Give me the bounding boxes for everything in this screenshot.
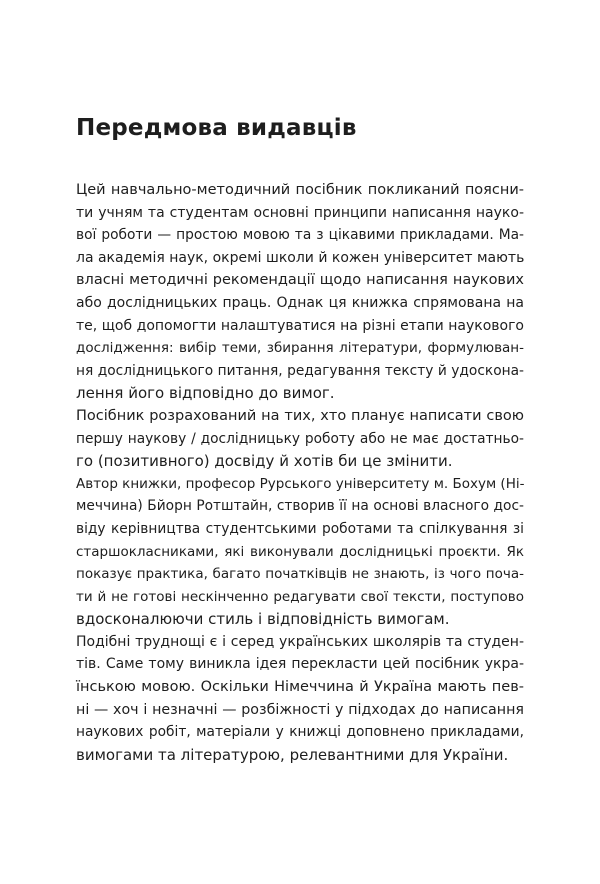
- page-title: Передмова видавців: [76, 115, 357, 141]
- text-line: ти учням та студентам основні принципи написання науко-: [76, 204, 524, 221]
- text-line: ла академія наук, окремі школи й кожен університет мають: [76, 249, 525, 266]
- text-line: Подібні труднощі є і серед українських школярів та студен-: [76, 633, 524, 650]
- text-line: віду керівництва студентськими роботами та спілкування зі: [76, 520, 524, 537]
- text-line: їнською мовою. Оскільки Німеччина й Україна мають пев-: [76, 679, 524, 696]
- paragraph: [76, 473, 524, 631]
- text-line: наукових робіт, матеріали у книжці доповнено прикладами,: [76, 724, 524, 741]
- text-line: показує практика, багато початківців не знають, із чого поча-: [76, 566, 524, 583]
- text-line: лення його відповідно до вимог.: [76, 384, 335, 403]
- text-line: вої роботи — простою мовою та з цікавими прикладами. Ма-: [76, 227, 524, 244]
- text-line: старшокласниками, які виконували дослідницькі проєкти. Як: [76, 543, 524, 560]
- text-line: те, щоб допомогти налаштуватися на різні етапи наукового: [76, 317, 524, 334]
- text-line: Посібник розрахований на тих, хто планує написати свою: [76, 407, 524, 424]
- paragraph: [76, 631, 524, 767]
- text-line: ня дослідницького питання, редагування тексту й удоскона-: [76, 362, 524, 379]
- text-line: го (позитивного) досвіду й хотів би це змінити.: [76, 452, 453, 471]
- text-line: Цей навчально-методичний посібник покликаний поясни-: [76, 182, 524, 198]
- body-text: [76, 179, 524, 766]
- text-line: ні — хоч і незначні — розбіжності у підходах до написання: [76, 701, 524, 718]
- text-line: першу наукову / дослідницьку роботу або не має достатньо-: [76, 430, 524, 447]
- text-line: Автор книжки, професор Рурського університету м. Бохум (Ні-: [76, 475, 525, 492]
- text-line: власні методичні рекомендації щодо написання наукових: [76, 272, 524, 289]
- text-line: тів. Саме тому виникла ідея перекласти цей посібник укра-: [76, 656, 524, 673]
- text-line: вдосконалюючи стиль і відповідність вимогам.: [76, 610, 450, 629]
- text-line: дослідження: вибір теми, збирання літератури, формулюван-: [76, 340, 524, 357]
- paragraph: [76, 405, 524, 473]
- text-line: меччина) Бйорн Ротштайн, створив її на основі власного дос-: [76, 498, 524, 515]
- text-line: або дослідницьких праць. Однак ця книжка спрямована на: [76, 294, 524, 311]
- text-line: вимогами та літературою, релевантними для України.: [76, 745, 509, 764]
- text-line: ти й не готові нескінченно редагувати свої тексти, поступово: [76, 588, 524, 605]
- paragraph: [76, 179, 524, 405]
